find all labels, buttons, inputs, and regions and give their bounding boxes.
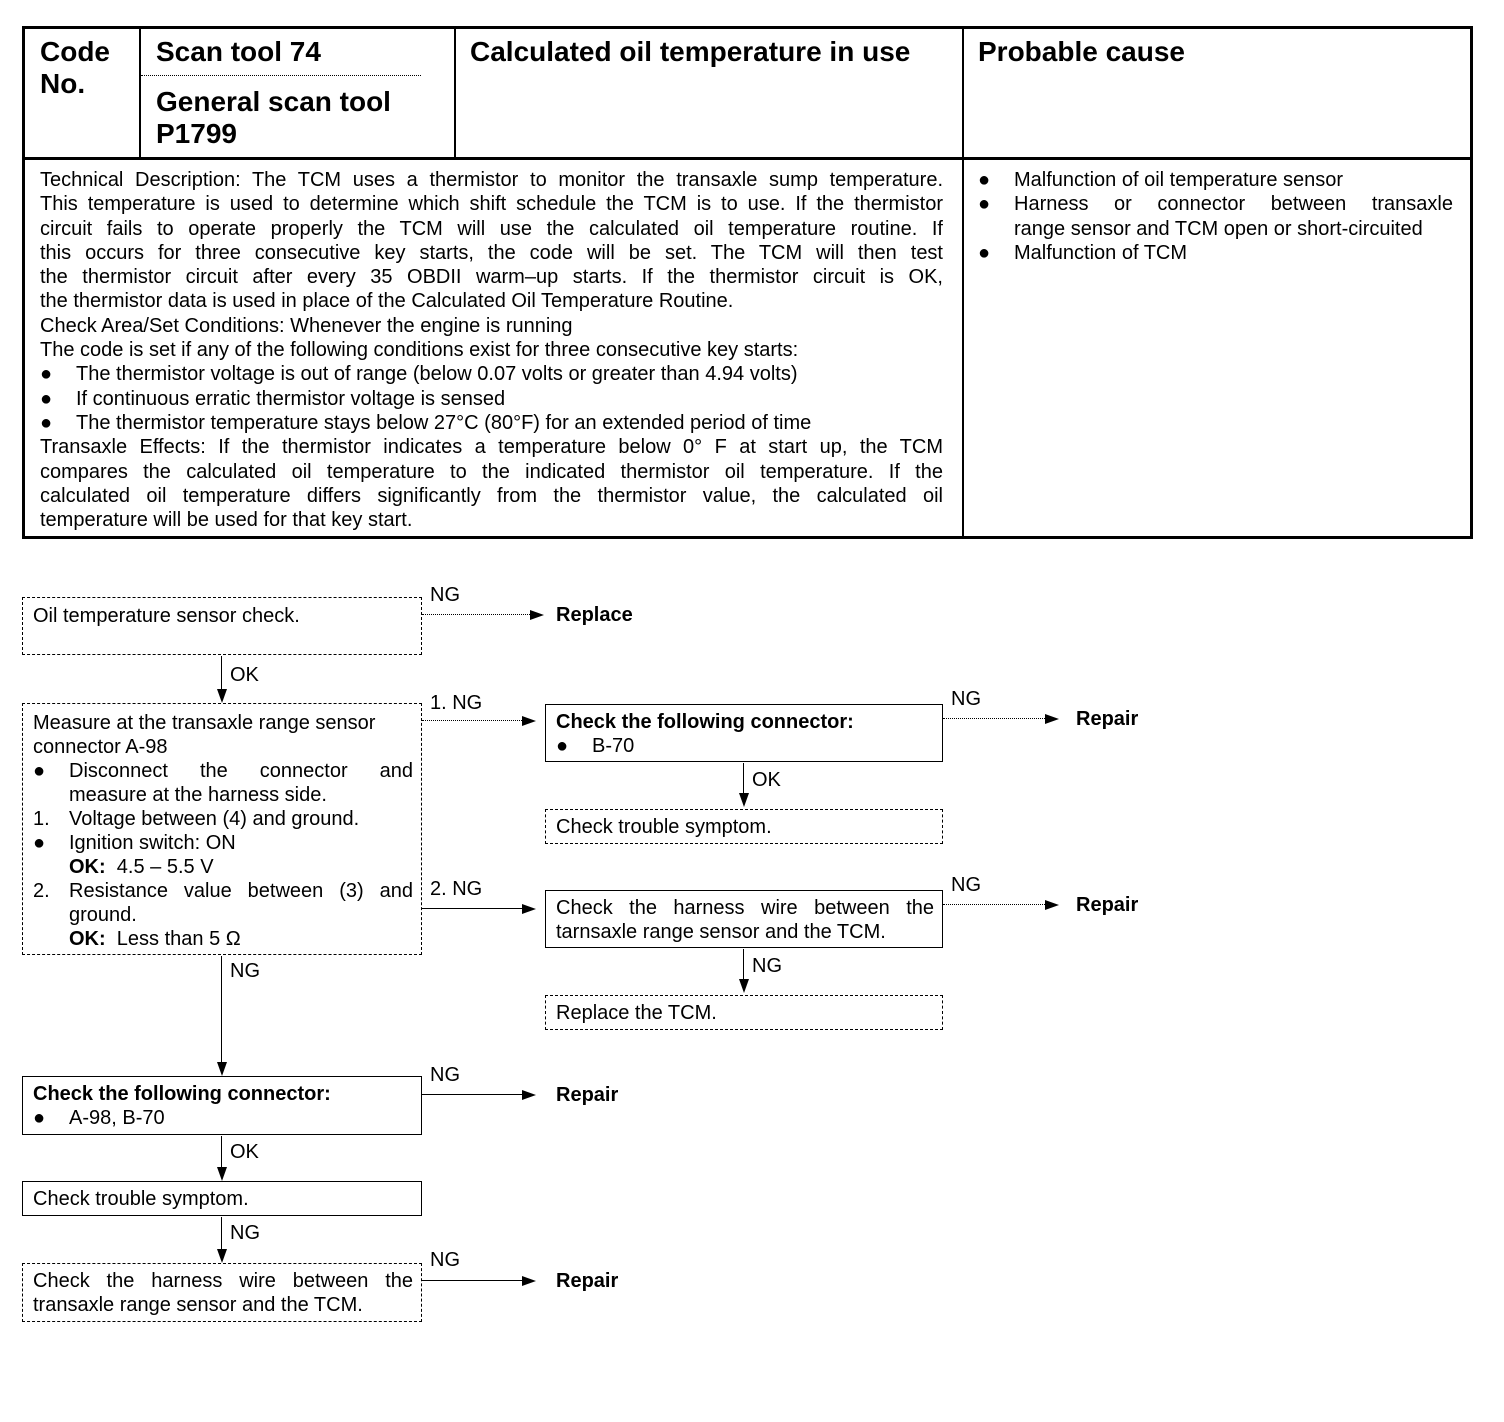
- ng-label: 1. NG: [430, 692, 483, 714]
- step-check-trouble-symptom: Check trouble symptom.: [545, 809, 943, 844]
- arrow-right-icon: [1045, 900, 1059, 910]
- connector-line: [422, 908, 522, 909]
- step-oil-temp-sensor-check: Oil temperature sensor check.: [22, 597, 422, 655]
- connector-line: [943, 718, 1045, 719]
- bullet-icon: ●: [978, 193, 991, 216]
- connector-line: [743, 763, 744, 793]
- arrow-right-icon: [522, 1276, 536, 1286]
- connector-line: [221, 1217, 222, 1249]
- arrow-right-icon: [522, 1090, 536, 1100]
- ng-label: NG: [230, 1222, 260, 1244]
- ng-label: NG: [430, 1064, 460, 1086]
- step-check-connector-a98-b70: Check the following connector: ● A-98, B-70: [22, 1076, 422, 1135]
- ok-label: OK: [230, 1141, 259, 1163]
- bullet-icon: ●: [40, 363, 53, 386]
- result-repair: Repair: [1076, 894, 1139, 916]
- table-divider: [962, 26, 964, 539]
- arrow-down-icon: [217, 689, 227, 703]
- general-scan-tool-code: General scan tool P1799: [156, 86, 391, 149]
- step-check-connector-b70: Check the following connector: ● B-70: [545, 704, 943, 762]
- connector-line: [422, 1094, 522, 1095]
- probable-cause-list: ● Malfunction of oil temperature sensor ● Harness or connector between transaxle range sensor and TCM open or short-circuited ● Malfunction of TCM: [978, 169, 1453, 264]
- arrow-right-icon: [522, 904, 536, 914]
- scan-tool-code: Scan tool 74: [156, 36, 321, 67]
- bullet-icon: ●: [33, 760, 46, 782]
- arrow-right-icon: [522, 716, 536, 726]
- arrow-down-icon: [217, 1167, 227, 1181]
- step-check-harness-wire: Check the harness wire between the tarnsaxle range sensor and the TCM.: [545, 890, 943, 948]
- ng-label: NG: [752, 955, 782, 977]
- ng-label: NG: [951, 874, 981, 896]
- step-check-trouble-symptom: Check trouble symptom.: [22, 1181, 422, 1216]
- code-no-label: Code No.: [40, 36, 110, 99]
- step-replace-tcm: Replace the TCM.: [545, 995, 943, 1030]
- ng-label: 2. NG: [430, 878, 483, 900]
- ng-label: NG: [430, 584, 460, 606]
- ok-label: OK: [230, 664, 259, 686]
- bullet-icon: ●: [40, 387, 53, 410]
- dtc-title: Calculated oil temperature in use: [470, 36, 911, 67]
- arrow-down-icon: [739, 793, 749, 807]
- ng-label: NG: [951, 688, 981, 710]
- bullet-icon: ●: [556, 735, 569, 757]
- ng-label: NG: [430, 1249, 460, 1271]
- arrow-down-icon: [217, 1249, 227, 1263]
- ng-label: NG: [230, 960, 260, 982]
- arrow-down-icon: [739, 979, 749, 993]
- table-divider: [454, 26, 456, 160]
- bullet-icon: ●: [978, 169, 991, 191]
- connector-line: [221, 1136, 222, 1167]
- connector-line: [943, 904, 1045, 905]
- technical-description: Technical Description: The TCM uses a thermistor to monitor the transaxle sump temperature. This temperature is used to determine which shift schedule the TCM is to use. If the thermistor circuit fails to operate properly the TCM will use the calculated oil temperature routine. If this occurs for three consecutive key starts, the code will be set. The TCM will then test the thermistor circuit after every 35 OBDII warm–up starts. If the thermistor circuit is OK, the thermistor data is used in place of the Calculated Oil Temperature Routine. Check Area/Set Conditions: Whenever the engine is running The code is set if any of the following conditions exist for three consecutive key starts: ● The thermistor voltage is out of range (below 0.07 volts or greater than 4.94 volts) ● If continuous erratic thermistor voltage is sensed ● The thermistor temperature stays below 27°C (80°F) for an extended period of time Transaxle Effects: If the thermistor indicates a temperature below 0° F at start up, the TCM compares the calculated oil temperature to the indicated thermistor oil temperature. If the calculated oil temperature differs significantly from the thermistor value, the calculated oil temperature will be used for that key start.: [40, 169, 943, 532]
- result-repair: Repair: [556, 1084, 619, 1106]
- arrow-down-icon: [217, 1062, 227, 1076]
- arrow-right-icon: [1045, 714, 1059, 724]
- connector-line: [743, 949, 744, 979]
- connector-line: [422, 1280, 522, 1281]
- bullet-icon: ●: [978, 241, 991, 264]
- result-replace: Replace: [556, 604, 633, 626]
- result-repair: Repair: [1076, 708, 1139, 730]
- bullet-icon: ●: [33, 832, 46, 854]
- arrow-right-icon: [530, 610, 544, 620]
- step-measure-range-sensor: Measure at the transaxle range sensor connector A-98 ● Disconnect the connector and measure at the harness side. 1. Voltage between (4) and ground. ● Ignition switch: ON OK: 4.5 – 5.5 V 2. Resistance value between (3) and ground. OK: Less than 5 Ω: [22, 703, 422, 955]
- connector-line: [221, 956, 222, 1062]
- bullet-icon: ●: [40, 411, 53, 434]
- step-check-harness-wire-final: Check the harness wire between the transaxle range sensor and the TCM.: [22, 1263, 422, 1322]
- probable-cause-heading: Probable cause: [978, 36, 1185, 67]
- ok-label: OK: [752, 769, 781, 791]
- bullet-icon: ●: [33, 1107, 46, 1129]
- connector-line: [221, 656, 222, 689]
- connector-line: [422, 720, 522, 721]
- table-divider: [141, 75, 421, 76]
- table-divider: [139, 26, 141, 160]
- connector-line: [422, 614, 530, 615]
- result-repair: Repair: [556, 1270, 619, 1292]
- table-divider: [22, 157, 1473, 160]
